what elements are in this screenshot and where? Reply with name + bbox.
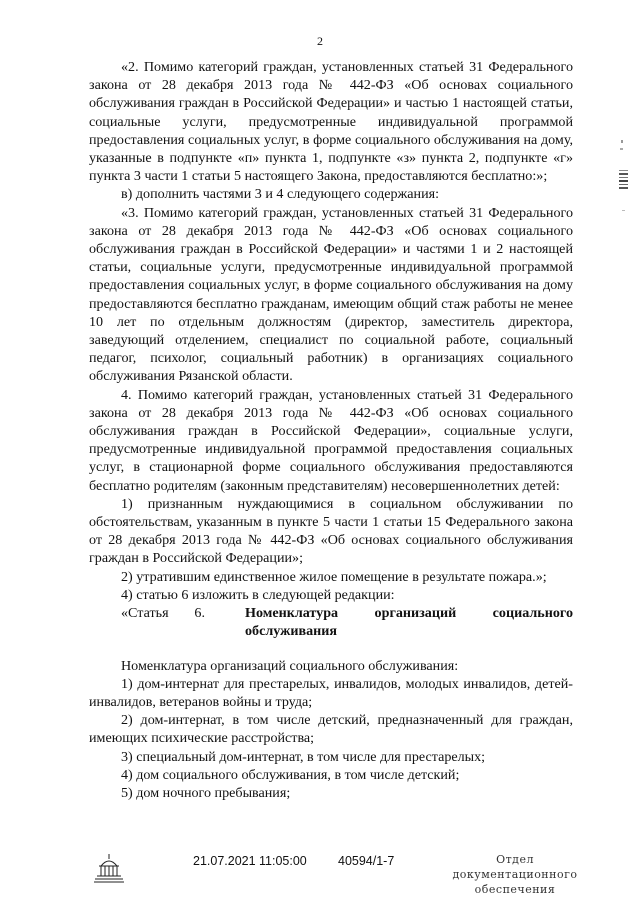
department-stamp-line-1: Отдел документационного [452,853,578,881]
emblem-icon [92,852,126,884]
article-label [89,604,245,622]
article-title-line-1: Номенклатура организаций социального [245,605,573,622]
document-footer [0,852,640,896]
article-heading [89,604,573,640]
list-item: 1) дом-интернат для престарелых, инвалидов, молодых инвалидов, детей-инвалидов, ветеранов войны и труда; [89,675,573,710]
article-number: 6. [194,605,205,622]
page-number: 2 [317,34,323,48]
list-item: 3) специальный дом-интернат, в том числе для престарелых; [121,748,486,765]
article-word: «Статья [121,605,169,622]
list-item: 4) дом социального обслуживания, в том числе детский; [121,766,460,783]
registration-datetime: 21.07.2021 11:05:00 [193,854,307,868]
list-item: 5) дом ночного пребывания; [121,784,291,801]
registration-number: 40594/1-7 [338,854,395,868]
paragraph-amendment-4: 4) статью 6 изложить в следующей редакции: [121,586,395,603]
paragraph-part-4: 4. Помимо категорий граждан, установленных статьей 31 Федерального закона от 28 декабря 2013 года № 442-ФЗ «Об основах социального обслуживания граждан в Российской Федерации», социальные услуги, предусмотренные индивидуальной программой предоставления социальных услуг, в стационарной форме социального обслуживания предоставляются бесплатно родителям (законным представителям) несовершеннолетних детей: [89,386,573,494]
article-title-line-2: обслуживания [245,623,337,640]
article-title [245,604,573,640]
list-intro: Номенклатура организаций социального обслуживания: [121,657,459,674]
department-stamp-line-2: обеспечения [474,883,556,896]
department-stamp [440,852,590,897]
scan-edge-marks [618,140,630,260]
list-item: 2) дом-интернат, в том числе детский, предназначенный для граждан, имеющих психические расстройства; [89,712,573,747]
document-body [89,58,573,802]
paragraph-part-3: «3. Помимо категорий граждан, установленных статьей 31 Федерального закона от 28 декабря 2013 года № 442-ФЗ «Об основах социального обслуживания граждан в Российской Федерации» и частями 1 и 2 настоящей статьи, социальные услуги, предусмотренные индивидуальной программой предоставления социальных услуг, в форме социального обслуживания на дому предоставляются бесплатно гражданам, имеющим общий стаж работы не менее 10 лет по отдельным должностям (директор, заместитель директора, заведующий отделением, специалист по социальной работе, социальный педагог, психолог, социальный работник) в организациях социального обслуживания Рязанской области. [89,204,573,385]
paragraph-part-2: «2. Помимо категорий граждан, установленных статьей 31 Федерального закона от 28 декабря 2013 года № 442-ФЗ «Об основах социального обслуживания граждан в Российской Федерации» и частью 1 настоящей статьи, социальные услуги, предусмотренные индивидуальной программой предоставления социальных услуг, в форме социального обслуживания на дому, указанные в подпункте «п» пункта 1, подпункте «з» пункта 2, подпункте «г» пункта 3 части 1 статьи 5 настоящего Закона, предоставляются бесплатно:»; [89,59,573,185]
paragraph-item-1: 1) признанным нуждающимися в социальном обслуживании по обстоятельствам, указанным в пункте 5 части 1 статьи 15 Федерального закона от 28 декабря 2013 года № 442-ФЗ «Об основах социального обслуживания граждан в Российской Федерации»; [89,495,573,567]
paragraph-amendment-v: в) дополнить частями 3 и 4 следующего содержания: [121,186,440,203]
paragraph-item-2: 2) утратившим единственное жилое помещение в результате пожара.»; [121,568,547,585]
